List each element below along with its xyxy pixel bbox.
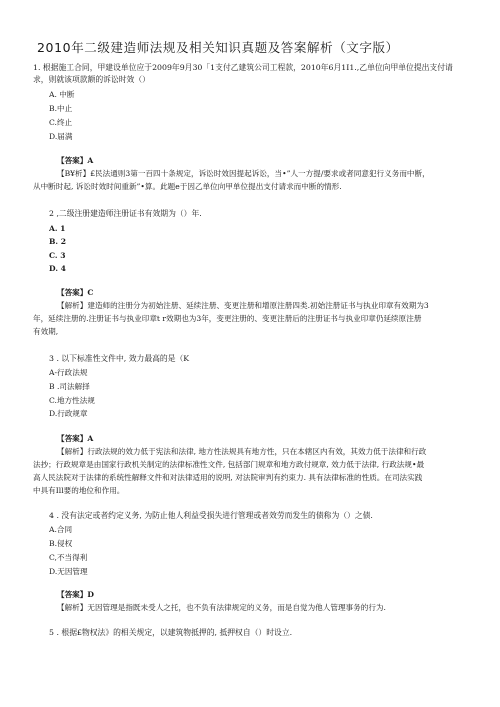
question-4-stem: 4 . 没有法定或者约定义务, 为防止他人利益受损失进行管理或者效劳而发生的债称为（）之债. (49, 511, 373, 520)
question-1-stem-line-2: 求，则就该项款额的诉讼时效（） (33, 75, 150, 84)
question-1-analysis-line-2: 从中断时起, 诉讼时效时间重新”•算。此题e于因乙单位向甲单位提出支付请求而中断的情形. (33, 182, 342, 191)
question-1-answer: 【答案】A (57, 156, 94, 165)
question-5-stem: 5 . 根据£物权法》的相关规定，以建筑物抵押的, 抵押权自（）时设立. (49, 628, 293, 637)
question-2-option-a: A. 1 (49, 224, 66, 233)
question-2-stem: 2 ,二级注册建造师注册证书有效期为（）年. (49, 209, 202, 218)
question-3-option-b: B .司法解择 (49, 382, 90, 391)
question-3-option-a: A-行政法规 (49, 368, 88, 377)
question-3-analysis-line-3: 高人民法院对于法律的系统性解释文件和对法律适用的说明, 对法院审判有约束力. 具有法律标准的性质。在司法实践 (33, 473, 423, 482)
question-1-stem-line-1: 1. 根据施工合同，甲建设单位应于2009年9月30「1支付乙建筑公司工程款，2010年6月1I1.,乙单位向甲单位提出支付请 (33, 63, 453, 72)
question-3-analysis-line-2: 法抄；行政规章是由国家行政机关制定的法律标准性文件, 包括部门规章和地方政付规章, 效力低于法律, 行政法规•最 (33, 460, 425, 469)
question-3-option-d: D.行政规章 (49, 409, 88, 418)
question-1-option-a: A. 中断 (49, 90, 75, 99)
question-3-option-c: C.地方性法规 (49, 396, 95, 405)
question-1-option-d: D.届满 (49, 132, 73, 141)
question-3-stem: 3 . 以下标准性文件中, 效力最高的是（K (49, 354, 190, 363)
question-4-option-a: A.合同 (49, 525, 73, 534)
question-4-answer: 【答案】D (57, 590, 94, 599)
question-2-analysis-line-1: 【解析】建造师的注册分为初始注册、延续注册、变更注册和增原注册四类.初始注册证书与执业印章有效期为3 (57, 301, 429, 310)
question-4-analysis-line-1: 【解析】无因管理是指既未受人之托，也不负有法律规定的义务，而是自觉为他人管理事务的行为. (57, 603, 386, 612)
question-2-analysis-line-2: 年，延续注册的.注册证书与执业印章t r效期也为3年，变更注册的、变更注册后的注册证书与执业印章仍延续原注册 (33, 314, 422, 323)
question-1-option-b: B.中止 (49, 104, 73, 113)
question-2-option-b: B. 2 (49, 237, 66, 246)
question-4-option-c: C,不当得利 (49, 553, 88, 562)
question-4-option-b: B.侵权 (49, 539, 73, 548)
question-2-answer: 【答案】C (57, 288, 94, 297)
question-1-analysis-line-1: 【B¥析】£民法通则3第一百四十条规定，诉讼时效因提起诉讼，当•”人一方提/要求或者同意犯行义务而中断， (57, 169, 430, 178)
question-2-option-c: C. 3 (49, 251, 66, 260)
question-2-analysis-line-3: 有效期, (33, 327, 59, 336)
question-2-option-d: D. 4 (49, 264, 66, 273)
question-3-analysis-line-4: 中具有Ill要的地位和作用。 (33, 486, 125, 495)
question-3-answer: 【答案】A (57, 434, 94, 443)
document-title: 2010年二级建造师法规及相关知识真题及答案解析（文字版） (37, 40, 399, 55)
question-3-analysis-line-1: 【解析】行政法规的效力低于宪法和法律, 地方性法规具有地方性，只在本辖区内有效，其效力低于法律和行政 (57, 447, 427, 456)
question-1-option-c: C.终止 (49, 118, 73, 127)
question-4-option-d: D.无因管理 (49, 567, 88, 576)
